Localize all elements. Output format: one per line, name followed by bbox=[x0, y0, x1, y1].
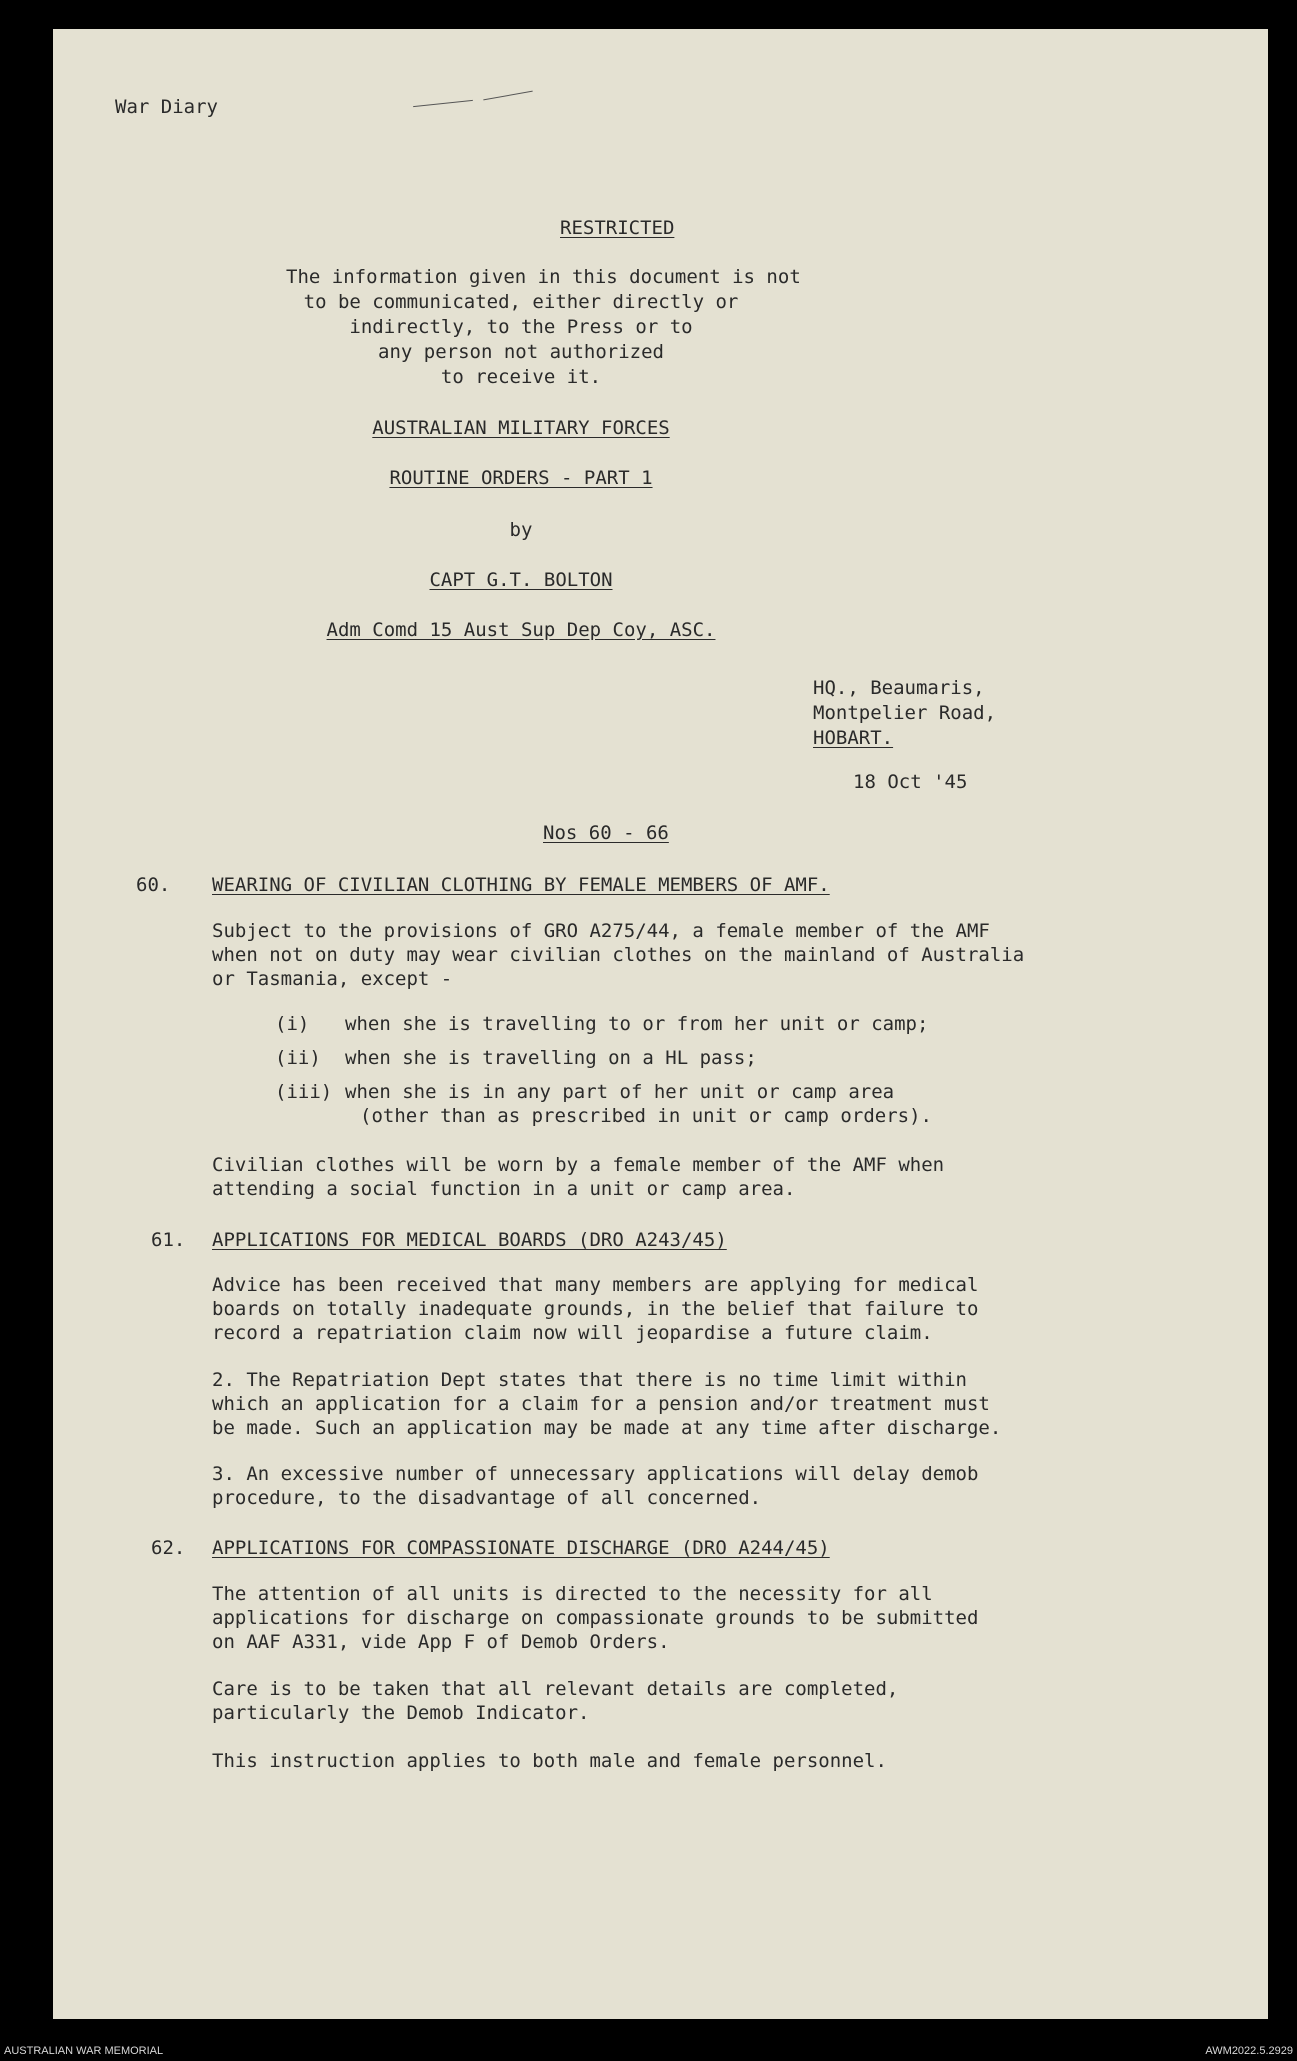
archive-footer bbox=[0, 2043, 1297, 2061]
address-line: HQ., Beaumaris, bbox=[813, 677, 985, 699]
list-item-text: when she is travelling to or from her unit or camp; bbox=[345, 1013, 929, 1035]
order-heading: APPLICATIONS FOR COMPASSIONATE DISCHARGE (DRO A244/45) bbox=[212, 1537, 830, 1559]
document-date: 18 Oct '45 bbox=[853, 771, 968, 793]
author-role: Adm Comd 15 Aust Sup Dep Coy, ASC. bbox=[326, 619, 716, 641]
paragraph-line: 3. An excessive number of unnecessary applications will delay demob bbox=[212, 1463, 979, 1485]
order-heading: WEARING OF CIVILIAN CLOTHING BY FEMALE MEMBERS OF AMF. bbox=[212, 874, 830, 896]
document-title: AUSTRALIAN MILITARY FORCES bbox=[372, 417, 670, 439]
order-number: 61. bbox=[151, 1229, 186, 1251]
classification-heading: RESTRICTED bbox=[560, 217, 675, 239]
by-line: by bbox=[509, 519, 533, 541]
footer-institution: AUSTRALIAN WAR MEMORIAL bbox=[4, 2045, 164, 2057]
paragraph-line: be made. Such an application may be made at any time after discharge. bbox=[212, 1417, 1002, 1439]
author-name: CAPT G.T. BOLTON bbox=[429, 569, 613, 591]
paragraph-line: This instruction applies to both male and female personnel. bbox=[212, 1750, 887, 1772]
paragraph-line: or Tasmania, except - bbox=[212, 968, 453, 990]
pen-mark bbox=[413, 100, 473, 107]
paragraph-line: procedure, to the disadvantage of all concerned. bbox=[212, 1487, 762, 1509]
paragraph-line: Subject to the provisions of GRO A275/44, a female member of the AMF bbox=[212, 920, 990, 942]
paragraph-line: Civilian clothes will be worn by a female member of the AMF when bbox=[212, 1154, 945, 1176]
war-diary-note: War Diary bbox=[115, 96, 218, 118]
order-number: 60. bbox=[136, 874, 171, 896]
order-range: Nos 60 - 66 bbox=[543, 822, 669, 844]
paragraph-line: which an application for a claim for a pension and/or treatment must bbox=[212, 1393, 990, 1415]
list-item-number: (ii) bbox=[275, 1047, 321, 1069]
paragraph-line: on AAF A331, vide App F of Demob Orders. bbox=[212, 1631, 670, 1653]
pen-mark bbox=[483, 91, 532, 101]
document-page bbox=[53, 29, 1268, 2019]
paragraph-line: applications for discharge on compassionate grounds to be submitted bbox=[212, 1607, 979, 1629]
paragraph-line: Advice has been received that many members are applying for medical bbox=[212, 1274, 979, 1296]
document-subtitle: ROUTINE ORDERS - PART 1 bbox=[389, 467, 653, 489]
address-city: HOBART. bbox=[813, 727, 894, 749]
footer-accession-number: AWM2022.5.2929 bbox=[1205, 2045, 1293, 2057]
caveat-line: indirectly, to the Press or to bbox=[349, 316, 693, 338]
paragraph-line: The attention of all units is directed to the necessity for all bbox=[212, 1583, 933, 1605]
list-item-text: when she is travelling on a HL pass; bbox=[345, 1047, 757, 1069]
caveat-line: to receive it. bbox=[440, 366, 602, 388]
paragraph-line: Care is to be taken that all relevant details are completed, bbox=[212, 1678, 899, 1700]
list-item-number: (iii) bbox=[275, 1081, 333, 1103]
order-number: 62. bbox=[151, 1537, 186, 1559]
address-line: Montpelier Road, bbox=[813, 702, 997, 724]
paragraph-line: record a repatriation claim now will jeopardise a future claim. bbox=[212, 1322, 933, 1344]
order-heading: APPLICATIONS FOR MEDICAL BOARDS (DRO A243/45) bbox=[212, 1229, 727, 1251]
list-item-text: when she is in any part of her unit or camp area bbox=[345, 1081, 895, 1103]
paragraph-line: attending a social function in a unit or camp area. bbox=[212, 1178, 796, 1200]
list-item-number: (i) bbox=[275, 1013, 310, 1035]
paragraph-line: 2. The Repatriation Dept states that there is no time limit within bbox=[212, 1369, 967, 1391]
caveat-line: any person not authorized bbox=[378, 341, 664, 363]
paragraph-line: particularly the Demob Indicator. bbox=[212, 1702, 590, 1724]
caveat-line: to be communicated, either directly or bbox=[303, 291, 739, 313]
paragraph-line: when not on duty may wear civilian clothes on the mainland of Australia bbox=[212, 944, 1025, 966]
paragraph-line: boards on totally inadequate grounds, in the belief that failure to bbox=[212, 1298, 979, 1320]
list-item-continuation: (other than as prescribed in unit or camp orders). bbox=[360, 1105, 932, 1127]
caveat-line: The information given in this document is not bbox=[286, 266, 801, 288]
